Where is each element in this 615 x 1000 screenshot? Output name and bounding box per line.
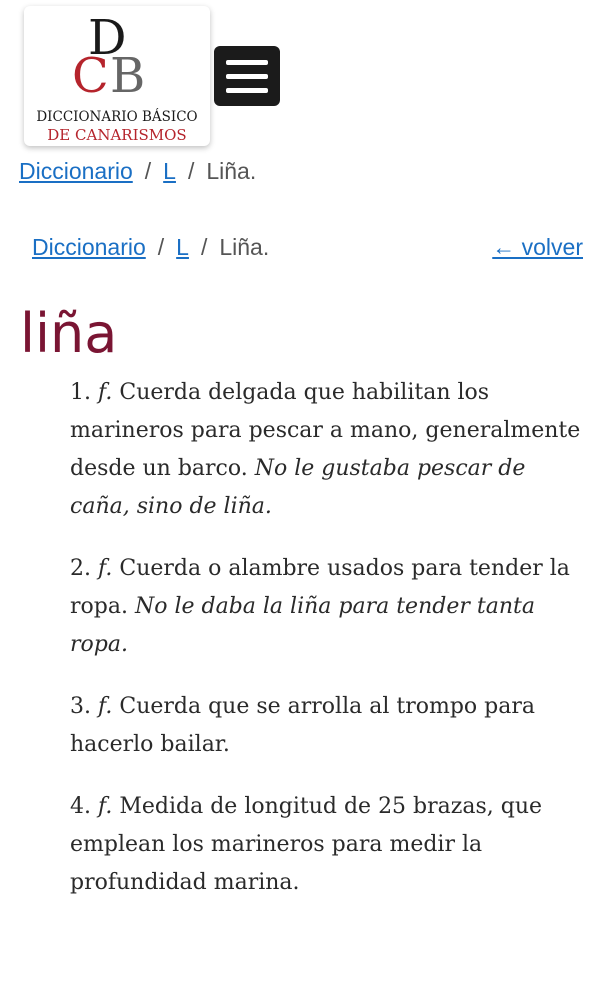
entry-term: liña	[20, 302, 118, 365]
definition-item	[70, 788, 590, 902]
breadcrumb-current: Liña.	[219, 234, 270, 260]
breadcrumb-separator: /	[187, 158, 195, 184]
definition-text: Cuerda que se arrolla al trompo para hacerlo bailar.	[70, 694, 535, 757]
grammatical-category: f.	[98, 694, 113, 719]
breadcrumb-separator: /	[157, 234, 165, 260]
definition-item	[70, 688, 590, 764]
definition-number: 1.	[70, 380, 91, 405]
definition-number: 4.	[70, 794, 91, 819]
grammatical-category: f.	[98, 556, 113, 581]
logo-line-2: DE CANARISMOS	[47, 126, 187, 144]
definition-number: 2.	[70, 556, 91, 581]
logo-graphic	[24, 6, 210, 146]
breadcrumb-link-letter[interactable]: L	[163, 158, 176, 184]
grammatical-category: f.	[98, 380, 113, 405]
definition-example: No le gustaba pescar de caña, sino de liña.	[70, 456, 526, 519]
definitions-list	[70, 374, 590, 926]
logo-letter-b: B	[110, 48, 146, 104]
definition-item	[70, 374, 590, 526]
site-logo[interactable]	[24, 6, 210, 146]
breadcrumb	[32, 234, 269, 261]
breadcrumb-current: Liña.	[206, 158, 257, 184]
definition-item	[70, 550, 590, 664]
definition-text: Medida de longitud de 25 brazas, que emplean los marineros para medir la profundidad marina.	[70, 794, 543, 895]
definition-text: Cuerda delgada que habilitan los marineros para pescar a mano, generalmente desde un barco.	[70, 380, 581, 481]
grammatical-category: f.	[98, 794, 113, 819]
definition-text: Cuerda o alambre usados para tender la ropa.	[70, 556, 570, 619]
logo-line-1: DICCIONARIO BÁSICO	[36, 109, 198, 125]
definition-number: 3.	[70, 694, 91, 719]
back-link[interactable]: ← volver	[492, 234, 583, 260]
breadcrumb-separator: /	[200, 234, 208, 260]
breadcrumb-separator: /	[144, 158, 152, 184]
logo-letter-c: C	[72, 48, 109, 104]
breadcrumb-link-letter[interactable]: L	[176, 234, 189, 260]
breadcrumb-link-diccionario[interactable]: Diccionario	[32, 234, 146, 260]
hamburger-menu-button[interactable]	[214, 46, 280, 106]
definition-example: No le daba la liña para tender tanta ropa.	[70, 594, 535, 657]
breadcrumb-link-diccionario[interactable]: Diccionario	[19, 158, 133, 184]
logo-letter-d: D	[88, 10, 127, 66]
breadcrumb-top	[19, 158, 256, 185]
